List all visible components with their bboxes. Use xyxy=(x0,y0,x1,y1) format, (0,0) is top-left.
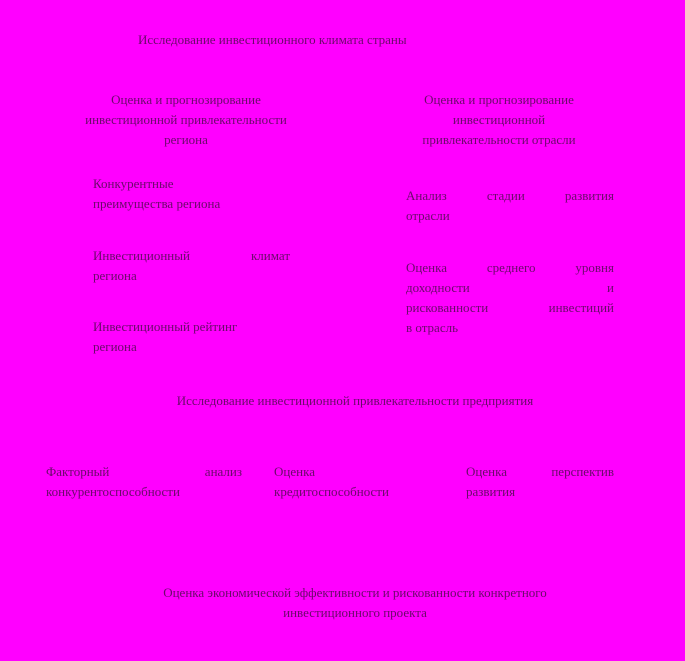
enterprise-item-word: Факторный xyxy=(46,464,110,479)
enterprise-title: Исследование инвестиционной привлекательности предприятия xyxy=(176,393,534,408)
region-heading-line: Оценка и прогнозирование xyxy=(111,92,261,107)
region-heading-line: региона xyxy=(164,132,208,147)
industry-profitability-risk xyxy=(406,258,614,338)
region-item-line: региона xyxy=(93,339,137,354)
industry-heading-line: инвестиционной xyxy=(452,112,546,127)
region-item-word: климат xyxy=(250,248,290,263)
region-investment-rating xyxy=(93,317,293,357)
enterprise-prospects xyxy=(466,462,614,502)
industry-heading-line: Оценка и прогнозирование xyxy=(424,92,574,107)
region-item-word: Инвестиционный xyxy=(93,248,190,263)
industry-item-word: среднего xyxy=(486,260,536,275)
region-heading xyxy=(40,90,332,150)
region-item-line: региона xyxy=(93,268,137,283)
project-evaluation-line: инвестиционного проекта xyxy=(283,605,427,620)
industry-item-word: стадии xyxy=(486,188,525,203)
region-heading-line: инвестиционной привлекательности xyxy=(85,112,287,127)
enterprise-factor-analysis xyxy=(46,462,242,502)
industry-item-word: Оценка xyxy=(406,260,447,275)
industry-stage-analysis xyxy=(406,186,614,226)
industry-heading-line: привлекательности отрасли xyxy=(422,132,576,147)
industry-heading xyxy=(388,90,610,150)
industry-item-word: доходности xyxy=(406,280,470,295)
region-item-line: Конкурентные xyxy=(93,176,174,191)
industry-item-word: и xyxy=(607,280,614,295)
enterprise-item-word: Оценка xyxy=(466,464,507,479)
industry-item-word: инвестиций xyxy=(548,300,614,315)
country-climate-title: Исследование инвестиционного климата страны xyxy=(138,32,407,47)
enterprise-item-line: конкурентоспособности xyxy=(46,484,180,499)
enterprise-item-line: развития xyxy=(466,484,516,499)
region-competitive-advantages xyxy=(93,174,293,214)
project-evaluation-line: Оценка экономической эффективности и рискованности конкретного xyxy=(163,585,547,600)
project-evaluation xyxy=(60,583,650,623)
industry-item-word: рискованности xyxy=(406,300,489,315)
industry-item-line: отрасли xyxy=(406,208,450,223)
industry-item-word: Анализ xyxy=(406,188,447,203)
enterprise-item-line: Оценка xyxy=(274,464,315,479)
industry-item-word: развития xyxy=(564,188,614,203)
region-item-line: Инвестиционный рейтинг xyxy=(93,319,238,334)
enterprise-creditworthiness xyxy=(274,462,434,502)
enterprise-item-word: анализ xyxy=(204,464,242,479)
industry-item-word: уровня xyxy=(575,260,614,275)
industry-item-line: в отрасль xyxy=(406,320,459,335)
region-investment-climate xyxy=(93,246,290,286)
enterprise-item-line: кредитоспособности xyxy=(274,484,389,499)
region-item-line: преимущества региона xyxy=(93,196,221,211)
enterprise-item-word: перспектив xyxy=(551,464,614,479)
